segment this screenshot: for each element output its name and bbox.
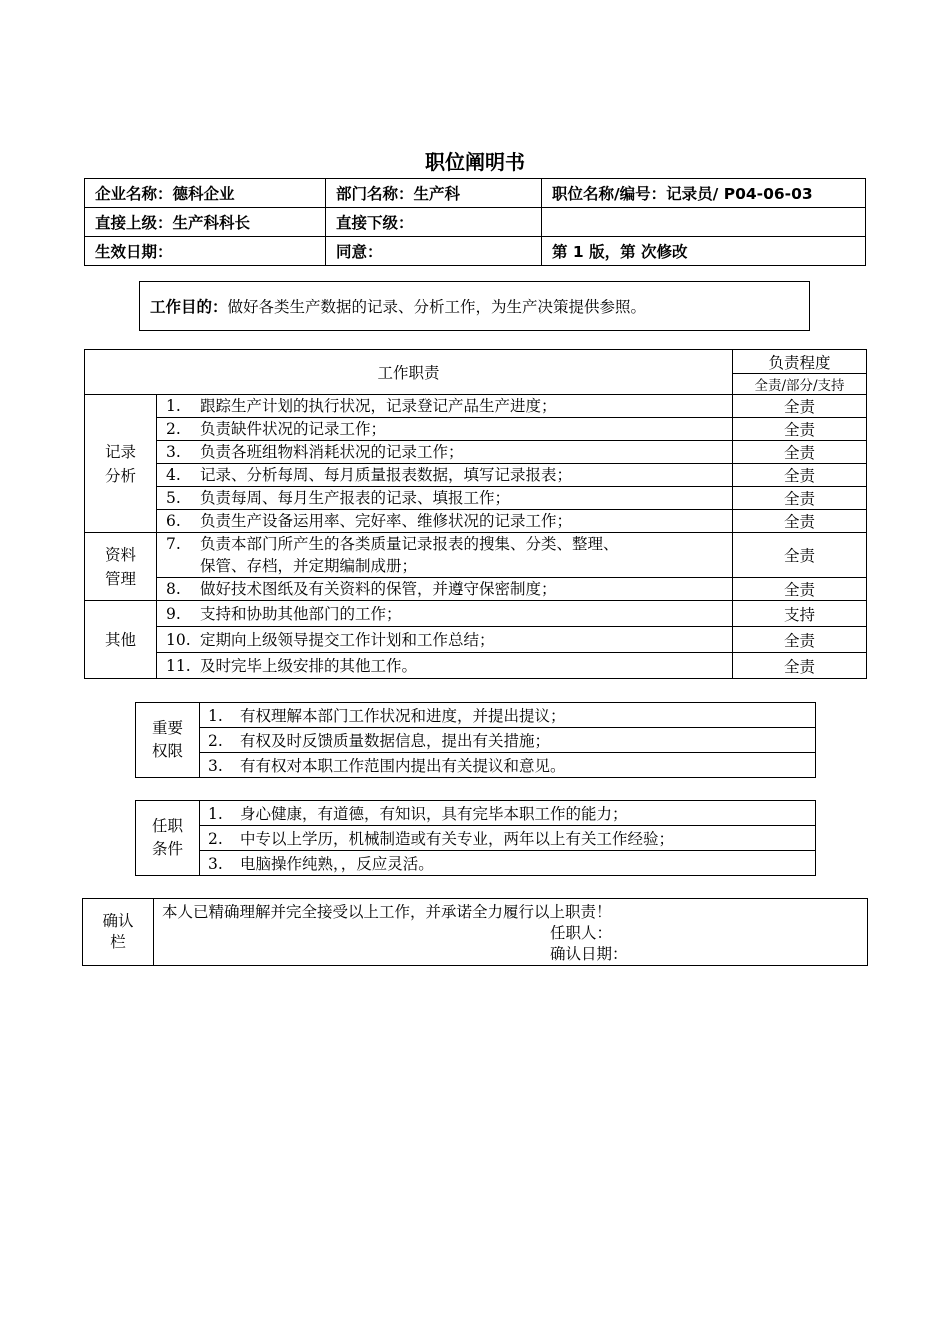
- item-number: 7.: [166, 535, 181, 553]
- item-number: 4.: [166, 466, 181, 484]
- header-table: [84, 178, 866, 266]
- item-text: 负责生产设备运用率、完好率、维修状况的记录工作；: [200, 512, 573, 530]
- work-purpose-label: 工作目的：: [150, 298, 228, 316]
- authority-row: [136, 753, 816, 778]
- item-text: 保管、存档，并定期编制成册；: [200, 557, 418, 575]
- item-text: 做好技术图纸及有关资料的保管，并遵守保密制度；: [200, 580, 557, 598]
- item-text: 管理: [104, 569, 136, 588]
- duty-level: 全责: [733, 487, 867, 510]
- duty-row: [85, 464, 867, 487]
- item-text: 资料: [104, 545, 136, 564]
- qualification-row: [136, 826, 816, 851]
- item-number: 10.: [166, 630, 191, 649]
- qualification-item: [200, 826, 816, 851]
- company-name: 企业名称：德科企业: [85, 179, 326, 208]
- item-text: 分析: [104, 466, 136, 485]
- item-text: 中专以上学历，机械制造或有关专业，两年以上有关工作经验；: [240, 830, 675, 848]
- duty-category: 其他: [85, 601, 157, 679]
- work-purpose-text: 做好各类生产数据的记录、分析工作，为生产决策提供参照。: [227, 298, 647, 316]
- item-text: 负责各班组物料消耗状况的记录工作；: [200, 443, 464, 461]
- qualification-item: [200, 801, 816, 826]
- item-number: 6.: [166, 512, 181, 530]
- duty-row: [85, 418, 867, 441]
- item-text: 重要: [151, 719, 183, 737]
- department-name: 部门名称：生产科: [326, 179, 542, 208]
- item-text: 有有权对本职工作范围内提出有关提议和意见。: [240, 757, 566, 775]
- header-row: [85, 179, 866, 208]
- item-text: 定期向上级领导提交工作计划和工作总结；: [200, 630, 495, 649]
- item-number: 3.: [166, 443, 181, 461]
- qualification-row: [136, 851, 816, 876]
- duty-item: [157, 441, 733, 464]
- item-text: 及时完毕上级安排的其他工作。: [200, 656, 418, 675]
- work-purpose-box: [139, 281, 810, 331]
- item-text: 确认: [102, 912, 134, 930]
- duty-row: [85, 441, 867, 464]
- item-number: 2.: [208, 732, 223, 750]
- duty-level: 支持: [733, 601, 867, 627]
- duty-item: [157, 418, 733, 441]
- duty-level: 全责: [733, 578, 867, 601]
- duty-category: [85, 533, 157, 601]
- qualification-row: [136, 801, 816, 826]
- item-number: 8.: [166, 580, 181, 598]
- duty-item: [157, 653, 733, 679]
- duty-row: [85, 510, 867, 533]
- duty-item: [157, 510, 733, 533]
- duty-row: [85, 533, 867, 578]
- duty-level: 全责: [733, 464, 867, 487]
- effective-date: 生效日期：: [85, 237, 326, 266]
- item-number: 2.: [166, 420, 181, 438]
- item-text: 电脑操作纯熟，，反应灵活。: [240, 855, 434, 873]
- authority-row: [136, 703, 816, 728]
- duty-level: 全责: [733, 441, 867, 464]
- item-text: 权限: [151, 742, 183, 760]
- item-number: 2.: [208, 830, 223, 848]
- duty-row: [85, 627, 867, 653]
- duty-item: [157, 464, 733, 487]
- item-text: 任职: [151, 817, 183, 835]
- duties-header-row: [85, 350, 867, 374]
- responsibility-level-header: 负责程度: [733, 350, 867, 374]
- duty-row: [85, 578, 867, 601]
- header-row: [85, 237, 866, 266]
- duties-header: 工作职责: [85, 350, 733, 395]
- document-title: 职位阐明书: [425, 150, 525, 174]
- duties-table: [84, 349, 867, 679]
- item-text: 负责本部门所产生的各类质量记录报表的搜集、分类、整理、: [200, 535, 619, 553]
- duty-row: [85, 601, 867, 627]
- item-text: 条件: [151, 840, 183, 858]
- duty-level: 全责: [733, 395, 867, 418]
- confirmation-category: [83, 899, 154, 966]
- duty-row: [85, 487, 867, 510]
- duty-item: [157, 487, 733, 510]
- duty-level: 全责: [733, 418, 867, 441]
- authority-item: [200, 703, 816, 728]
- authority-item: [200, 753, 816, 778]
- qualifications-table: [135, 800, 816, 876]
- authority-category: [136, 703, 200, 778]
- item-text: 负责每周、每月生产报表的记录、填报工作；: [200, 489, 511, 507]
- item-text: 有权及时反馈质量数据信息，提出有关措施；: [240, 732, 551, 750]
- item-number: 1.: [208, 707, 223, 725]
- confirmation-row: [83, 899, 868, 966]
- header-row: [85, 208, 866, 237]
- direct-subordinate: 直接下级：: [326, 208, 542, 237]
- item-text: 跟踪生产计划的执行状况，记录登记产品生产进度；: [200, 397, 557, 415]
- version-info: 第 1 版，第 次修改: [542, 237, 866, 266]
- duty-item: [157, 601, 733, 627]
- confirmation-body: [154, 899, 868, 966]
- duty-row: [85, 653, 867, 679]
- item-text: 支持和协助其他部门的工作；: [200, 604, 402, 623]
- item-number: 9.: [166, 604, 181, 623]
- duty-level: 全责: [733, 533, 867, 578]
- duty-level: 全责: [733, 510, 867, 533]
- duty-category: [85, 395, 157, 533]
- duty-item: [157, 395, 733, 418]
- qualification-category: [136, 801, 200, 876]
- qualification-item: [200, 851, 816, 876]
- employee-signature-label: 任职人：: [550, 924, 613, 942]
- duty-level: 全责: [733, 653, 867, 679]
- item-number: 3.: [208, 757, 223, 775]
- item-text: 记录、分析每周、每月质量报表数据，填写记录报表；: [200, 466, 573, 484]
- item-number: 11.: [166, 656, 191, 675]
- confirmation-table: [82, 898, 868, 966]
- duty-item: [157, 627, 733, 653]
- approval: 同意：: [326, 237, 542, 266]
- responsibility-level-subheader: 全责/部分/支持: [733, 374, 867, 395]
- item-text: 有权理解本部门工作状况和进度，并提出提议；: [240, 707, 566, 725]
- item-text: 栏: [110, 933, 126, 951]
- position-name: 职位名称/编号：记录员/ P04-06-03: [542, 179, 866, 208]
- confirmation-statement: 本人已精确理解并完全接受以上工作，并承诺全力履行以上职责！: [162, 903, 612, 921]
- item-number: 1.: [166, 397, 181, 415]
- item-text: 负责缺件状况的记录工作；: [200, 420, 387, 438]
- item-number: 5.: [166, 489, 181, 507]
- item-number: 3.: [208, 855, 223, 873]
- confirmation-date-label: 确认日期：: [550, 945, 628, 963]
- duty-item: [157, 578, 733, 601]
- header-empty-cell: [542, 208, 866, 237]
- authority-item: [200, 728, 816, 753]
- item-number: 1.: [208, 805, 223, 823]
- item-text: 身心健康，有道德，有知识，具有完毕本职工作的能力；: [240, 805, 628, 823]
- authority-table: [135, 702, 816, 778]
- duty-level: 全责: [733, 627, 867, 653]
- duty-row: [85, 395, 867, 418]
- item-text: 记录: [104, 442, 136, 461]
- authority-row: [136, 728, 816, 753]
- direct-superior: 直接上级：生产科科长: [85, 208, 326, 237]
- duty-item: [157, 533, 733, 578]
